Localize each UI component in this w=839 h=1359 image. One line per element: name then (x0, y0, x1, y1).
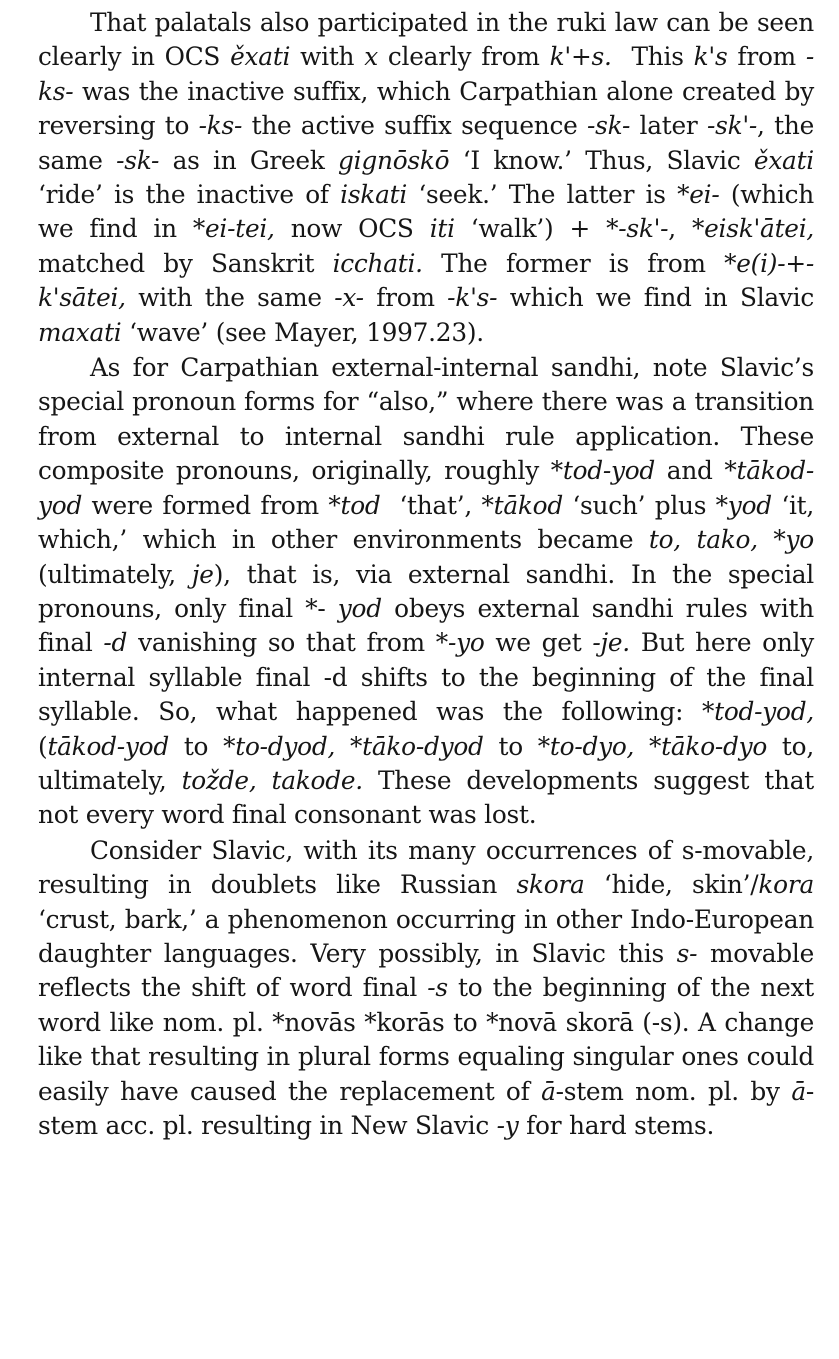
text-run: movable reflects the shift of word final (38, 938, 822, 1003)
italic-term: *tākod (481, 490, 563, 520)
paragraph-s-movable (38, 834, 822, 1144)
italic-term: k's (693, 42, 728, 72)
italic-term: icchati. (332, 248, 423, 278)
italic-term: skora (516, 870, 585, 900)
italic-term: -sk- (116, 145, 160, 175)
text-run: matched by Sanskrit (38, 214, 822, 278)
italic-term: -x- (334, 283, 364, 313)
text-run: These developments suggest that not every word final consonant was lost. (38, 765, 822, 830)
italic-term: *tod-yod, (702, 697, 814, 727)
text-run: ‘seek.’ The latter is (407, 180, 678, 210)
text-run: we get (484, 628, 593, 658)
text-run: for hard stems. (518, 1111, 715, 1140)
italic-term: gignōskō (338, 145, 450, 175)
text-run: ( (38, 697, 822, 761)
text-run: from (727, 42, 806, 72)
italic-term: *to-dyo, *tāko-dyo (537, 731, 768, 761)
text-run: was the inactive suffix, which Carpathian alone created by reversing to (38, 76, 822, 141)
text-run: as in Greek (159, 145, 339, 175)
italic-term: -ks- (198, 111, 243, 141)
italic-term: *yod (715, 490, 772, 520)
text-run: ‘wave’ (see Mayer, 1997.23). (121, 317, 484, 347)
italic-term: -s (427, 973, 448, 1003)
text-run: later (630, 111, 707, 141)
paragraph-external-internal-sandhi (38, 351, 822, 833)
italic-term: -ks- (38, 42, 814, 106)
text-run: which we find in Slavic (497, 283, 822, 313)
text-run: ‘crust, bark,’ a phenomenon occurring in other Indo-European daughter languages. Very possibly, in Slavic this (38, 870, 822, 968)
italic-term: *tod (328, 490, 381, 520)
italic-term: s- (676, 938, 698, 968)
text-run: , (668, 214, 692, 244)
text-run: That palatals also participated in the ruki law can be seen clearly in OCS (38, 8, 822, 72)
text-run: The former is from (422, 248, 725, 278)
italic-term: -sk- (587, 111, 631, 141)
italic-term: *tākod-yod (38, 456, 814, 520)
italic-term: tožde, takode. (181, 765, 363, 795)
italic-term: kora (758, 870, 814, 900)
italic-term: to, tako, *yo (648, 525, 814, 555)
text-run: -stem nom. pl. by (555, 1076, 792, 1106)
text-run: now OCS (274, 214, 430, 244)
text-run: This (611, 42, 694, 72)
text-run: But here only internal syllable final -d shifts to the beginning of the final syllable. So, what happened was the following: (38, 628, 822, 727)
italic-term: *tod-yod (550, 456, 656, 486)
text-run: ‘such’ plus (562, 490, 716, 520)
text-run: Consider Slavic, with its many occurrences of s-movable, resulting in doublets like Russian (38, 835, 822, 900)
text-run: to (483, 731, 538, 761)
text-run: , the same (38, 111, 822, 175)
text-run: to, ultimately, (38, 731, 822, 795)
italic-term: ā (541, 1076, 556, 1106)
italic-term: *ei- (677, 180, 720, 210)
italic-term: yod (337, 593, 382, 623)
italic-term: ěxati (753, 145, 814, 175)
italic-term: *eisk'ātei, (691, 214, 815, 244)
text-run: were formed from (82, 490, 329, 520)
paragraph-ruki-law (38, 6, 822, 350)
text-run: ‘that’, (380, 490, 482, 520)
text-run: ), that is, via external sandhi. In the special pronouns, only final *- (38, 559, 822, 623)
text-run: clearly from (377, 42, 550, 72)
italic-term: -sk'- (706, 111, 758, 141)
italic-term: ěxati (230, 42, 291, 72)
text-run: with the same (125, 283, 335, 313)
italic-term: ā (791, 1076, 806, 1106)
text-run: from (363, 283, 448, 313)
text-run: to the beginning of the next word like nom. pl. *novās *korās to *novā skorā (-s). A change like that resulting in plural forms equaling singular ones could easily have caused the replacement of (38, 973, 822, 1106)
text-run: with (290, 42, 365, 72)
text-run: (ultimately, (38, 525, 822, 589)
italic-term: x (364, 42, 378, 72)
italic-term: k'+s. (549, 42, 612, 72)
document-page (38, 6, 822, 1143)
italic-term: -y (496, 1111, 519, 1140)
italic-term: tākod-yod (47, 731, 169, 761)
italic-term: *e(i)-+-k'sātei, (38, 248, 814, 313)
italic-term: iti (429, 214, 455, 244)
italic-term: maxati (38, 317, 122, 347)
italic-term: -k's- (447, 283, 498, 313)
text-run: the active suffix sequence (242, 111, 587, 141)
text-run: vanishing so that from (127, 628, 436, 658)
italic-term: *-yo (435, 628, 485, 658)
italic-term: -d (103, 628, 128, 658)
text-run: ‘walk’) + (454, 214, 607, 244)
italic-term: *to-dyod, *tāko-dyod (223, 731, 484, 761)
text-run: and (655, 456, 725, 486)
text-run: ‘hide, skin’/ (584, 870, 759, 900)
italic-term: iskati (340, 180, 408, 210)
text-run: obeys external sandhi rules with final (38, 593, 822, 658)
text-run: to (168, 731, 224, 761)
italic-term: *ei-tei, (192, 214, 275, 244)
italic-term: je (191, 559, 214, 589)
text-run: As for Carpathian external-internal sandhi, note Slavic’s special pronoun forms for “also,” where there was a transition from external to internal sandhi rule application. These composite pronouns, originally, roughly (38, 353, 822, 486)
text-run: ‘it, which,’ which in other environments became (38, 490, 822, 555)
text-run: -stem acc. pl. resulting in New Slavic (38, 1076, 815, 1140)
text-run: ‘ride’ is the inactive of (38, 145, 822, 210)
text-run: (which we find in (38, 180, 822, 244)
italic-term: *-sk'- (606, 214, 669, 244)
italic-term: -je. (592, 628, 630, 658)
text-run: ‘I know.’ Thus, Slavic (449, 145, 754, 175)
